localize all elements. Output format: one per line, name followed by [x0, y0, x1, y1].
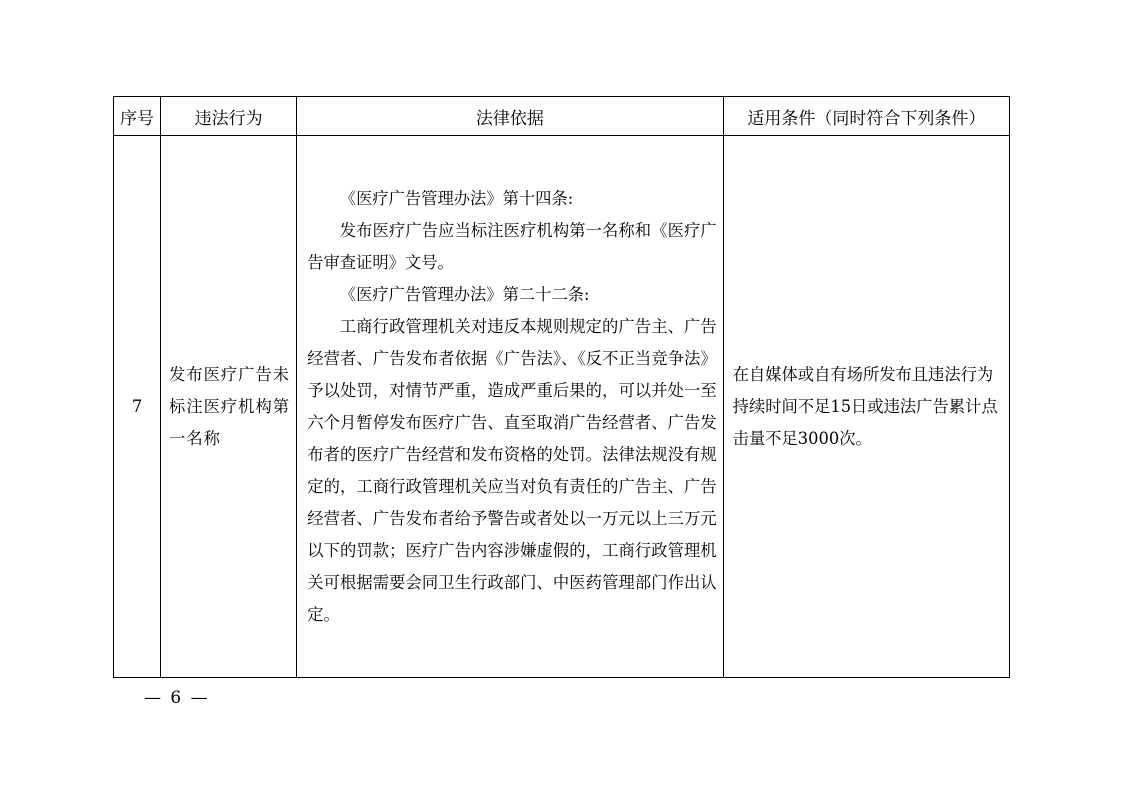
header-serial-number: 序号: [114, 97, 161, 136]
serial-number-cell: 7: [114, 136, 161, 678]
header-violation: 违法行为: [161, 97, 297, 136]
table-header-row: [114, 97, 1010, 136]
legal-basis-cell: [297, 136, 723, 678]
legal-basis-article-22-text: 工商行政管理机关对违反本规则规定的广告主、广告经营者、广告发布者依据《广告法》、《反不正当竞争法》予以处罚，对情节严重，造成严重后果的，可以并处一至六个月暂停发布医疗广告、直至取消广告经营者、广告发布者的医疗广告经营和发布资格的处罚。法律法规没有规定的，工商行政管理机关应当对负有责任的广告主、广告经营者、广告发布者给予警告或者处以一万元以上三万元以下的罚款；医疗广告内容涉嫌虚假的，工商行政管理机关可根据需要会同卫生行政部门、中医药管理部门作出认定。: [307, 316, 717, 624]
header-legal-basis: 法律依据: [297, 97, 723, 136]
page-number: — 6 —: [144, 688, 210, 708]
penalty-table: [113, 96, 1010, 678]
applicable-conditions-cell: 在自媒体或自有场所发布且违法行为持续时间不足15日或违法广告累计点击量不足3000次。: [723, 136, 1009, 678]
legal-basis-article-14-title: 《医疗广告管理办法》第十四条:: [339, 188, 574, 208]
table-row: [114, 136, 1010, 678]
legal-basis-article-14-text: 发布医疗广告应当标注医疗机构第一名称和《医疗广告审查证明》文号。: [307, 220, 717, 272]
legal-basis-article-22-title: 《医疗广告管理办法》第二十二条:: [339, 284, 590, 304]
violation-cell: 发布医疗广告未标注医疗机构第一名称: [161, 136, 297, 678]
header-applicable-conditions: 适用条件（同时符合下列条件）: [723, 97, 1009, 136]
